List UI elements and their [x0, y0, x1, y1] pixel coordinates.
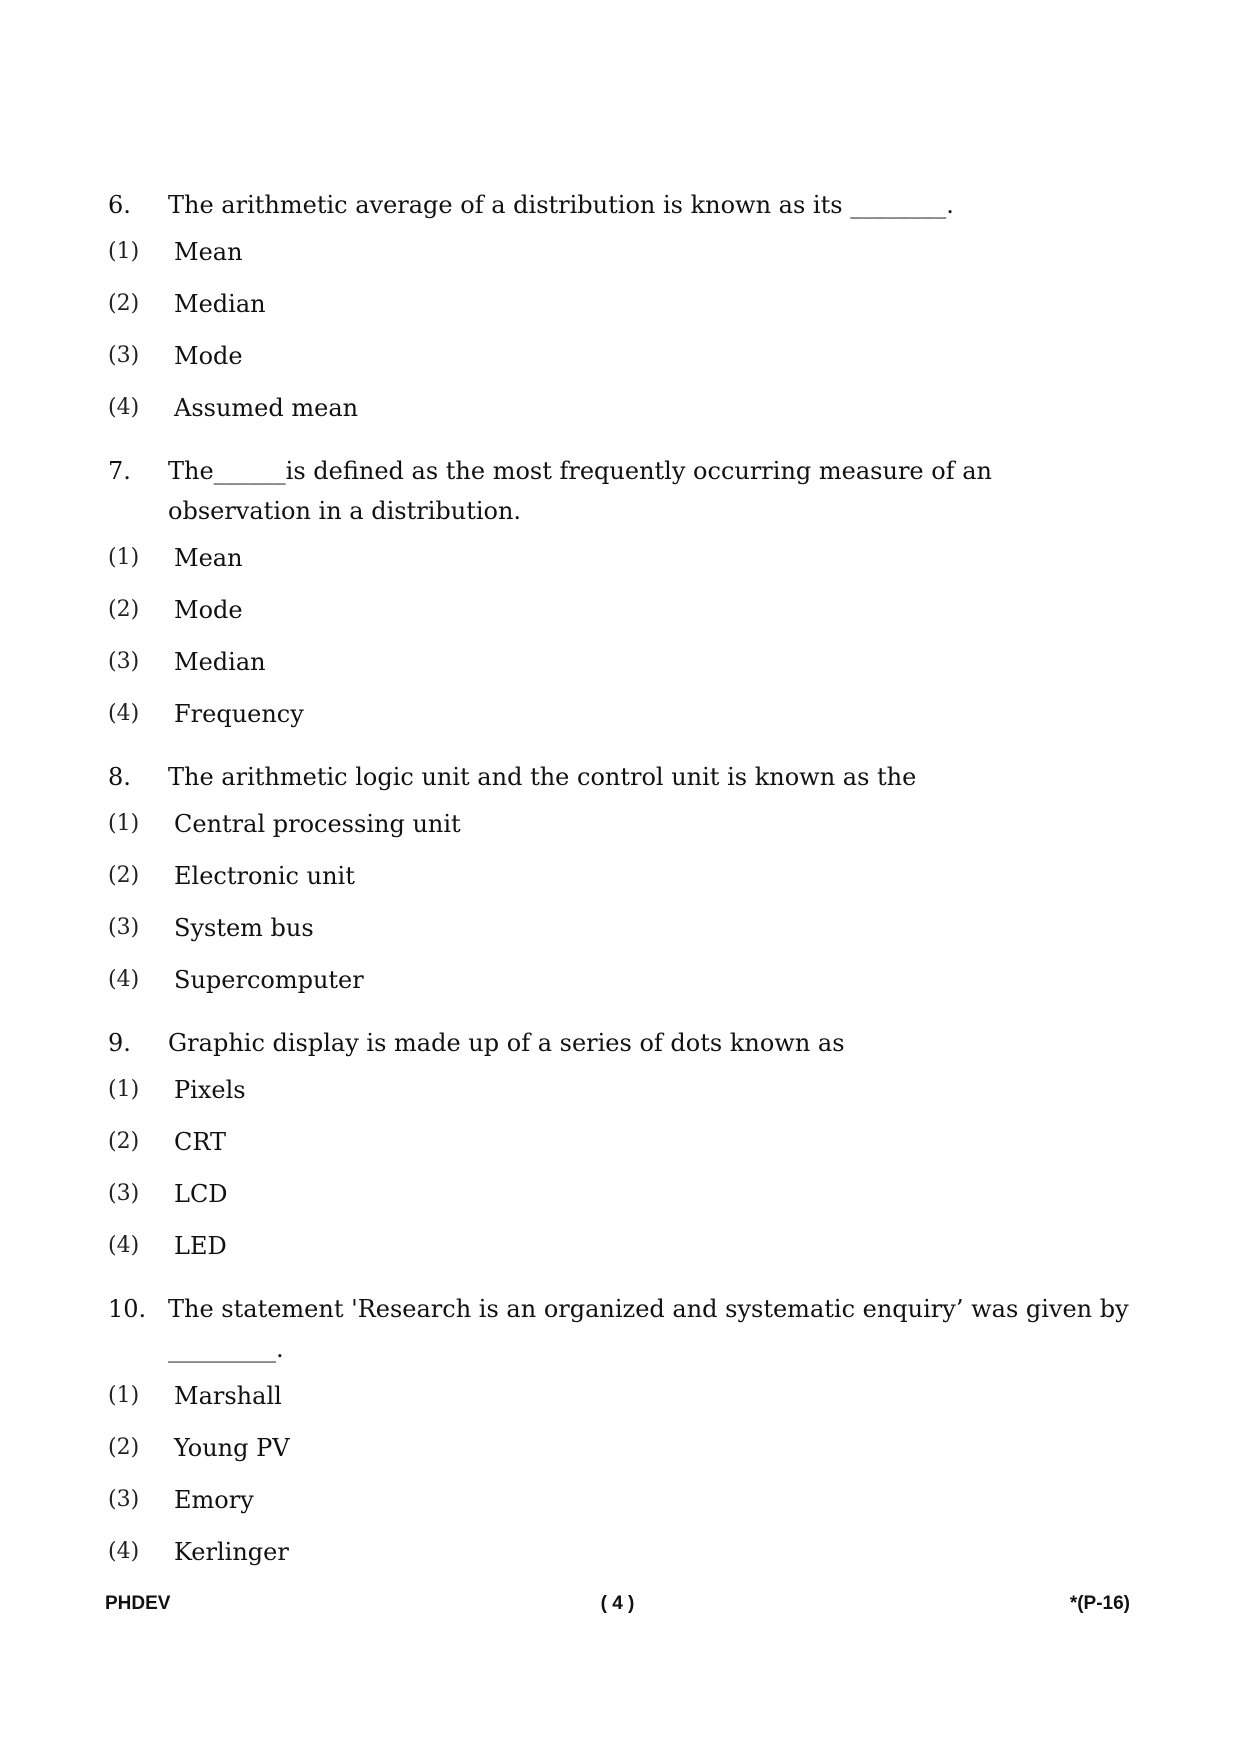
- option-number: (4): [108, 1539, 140, 1564]
- question-9: [108, 1023, 1138, 1063]
- option-number: (1): [108, 1077, 140, 1102]
- question-6: [108, 185, 1138, 225]
- option-number: (3): [108, 915, 140, 940]
- option-number: (2): [108, 597, 140, 622]
- option-text: CRT: [174, 1128, 227, 1156]
- option-text: Mean: [174, 238, 243, 266]
- option[interactable]: [108, 960, 1138, 1012]
- option-number: (4): [108, 967, 140, 992]
- option-text: Mode: [174, 596, 243, 624]
- options-9: [108, 1070, 1138, 1278]
- question-text: The arithmetic logic unit and the control unit is known as the: [168, 763, 917, 791]
- option-text: Emory: [174, 1486, 254, 1514]
- option[interactable]: [108, 642, 1138, 694]
- option-text: System bus: [174, 914, 314, 942]
- option-number: (1): [108, 1383, 140, 1408]
- option-text: LED: [174, 1232, 227, 1260]
- question-text: Graphic display is made up of a series of dots known as: [168, 1029, 845, 1057]
- question-text: The______is defined as the most frequently occurring measure of an observation in a distribution.: [168, 457, 992, 525]
- option[interactable]: [108, 1428, 1138, 1480]
- page-footer: [105, 1593, 1130, 1623]
- option[interactable]: [108, 232, 1138, 284]
- option-number: (4): [108, 395, 140, 420]
- option-number: (2): [108, 863, 140, 888]
- question-10: [108, 1289, 1138, 1369]
- option[interactable]: [108, 694, 1138, 746]
- option[interactable]: [108, 804, 1138, 856]
- option-text: Frequency: [174, 700, 304, 728]
- option-text: Central processing unit: [174, 810, 461, 838]
- page-number: ( 4 ): [600, 1593, 635, 1614]
- option-text: Median: [174, 290, 266, 318]
- option[interactable]: [108, 1070, 1138, 1122]
- option-number: (2): [108, 291, 140, 316]
- question-number: 9.: [108, 1029, 131, 1057]
- options-8: [108, 804, 1138, 1012]
- option-text: Mean: [174, 544, 243, 572]
- option[interactable]: [108, 856, 1138, 908]
- option-number: (1): [108, 239, 140, 264]
- option-text: Supercomputer: [174, 966, 364, 994]
- option-text: Young PV: [174, 1434, 290, 1462]
- option-text: LCD: [174, 1180, 228, 1208]
- option-text: Mode: [174, 342, 243, 370]
- question-8: [108, 757, 1138, 797]
- option-number: (2): [108, 1129, 140, 1154]
- question-number: 8.: [108, 763, 131, 791]
- option-number: (2): [108, 1435, 140, 1460]
- option-text: Assumed mean: [174, 394, 359, 422]
- option[interactable]: [108, 908, 1138, 960]
- option[interactable]: [108, 1480, 1138, 1532]
- options-6: [108, 232, 1138, 440]
- option-number: (3): [108, 1181, 140, 1206]
- question-list: [108, 185, 1138, 1595]
- option-text: Kerlinger: [174, 1538, 289, 1566]
- options-10: [108, 1376, 1138, 1584]
- question-text: The statement 'Research is an organized and systematic enquiry’ was given by _________.: [168, 1295, 1129, 1363]
- option[interactable]: [108, 336, 1138, 388]
- option[interactable]: [108, 284, 1138, 336]
- question-number: 6.: [108, 191, 131, 219]
- option-number: (4): [108, 1233, 140, 1258]
- option[interactable]: [108, 388, 1138, 440]
- question-number: 10.: [108, 1295, 147, 1323]
- option-number: (3): [108, 1487, 140, 1512]
- option[interactable]: [108, 1376, 1138, 1428]
- option-text: Electronic unit: [174, 862, 355, 890]
- option[interactable]: [108, 538, 1138, 590]
- option[interactable]: [108, 1532, 1138, 1584]
- options-7: [108, 538, 1138, 746]
- option-text: Median: [174, 648, 266, 676]
- paper-set: *(P-16): [1069, 1593, 1130, 1614]
- question-7: [108, 451, 1138, 531]
- option[interactable]: [108, 590, 1138, 642]
- option-number: (1): [108, 545, 140, 570]
- option[interactable]: [108, 1174, 1138, 1226]
- option-number: (4): [108, 701, 140, 726]
- option[interactable]: [108, 1122, 1138, 1174]
- option[interactable]: [108, 1226, 1138, 1278]
- paper-code: PHDEV: [105, 1593, 171, 1614]
- option-text: Pixels: [174, 1076, 246, 1104]
- option-number: (1): [108, 811, 140, 836]
- option-number: (3): [108, 649, 140, 674]
- question-number: 7.: [108, 457, 131, 485]
- option-number: (3): [108, 343, 140, 368]
- question-text: The arithmetic average of a distribution is known as its ________.: [168, 191, 954, 219]
- option-text: Marshall: [174, 1382, 282, 1410]
